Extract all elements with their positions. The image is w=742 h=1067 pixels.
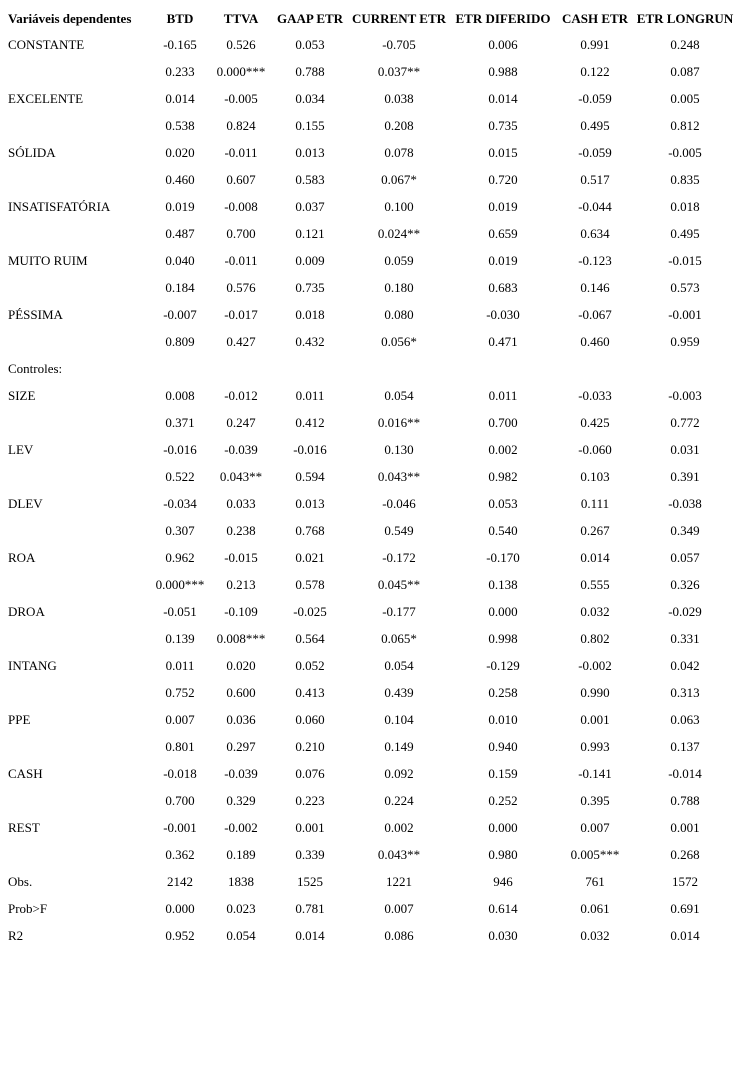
header-current-etr: CURRENT ETR [351,11,447,26]
cell-gaap-etr: 0.781 [295,901,325,916]
cell-etr-diferido: 0.019 [488,253,518,268]
cell-ttva: 0.189 [226,847,256,862]
cell-ttva: 0.247 [226,415,256,430]
cell-gaap-etr: 0.735 [295,280,325,295]
table-row [0,85,742,112]
cell-ttva: 0.213 [226,577,256,592]
table-row [0,31,742,58]
cell-etr-longrun: 0.959 [670,334,700,349]
cell-gaap-etr: -0.025 [293,604,327,619]
table-row [0,193,742,220]
cell-gaap-etr: 0.223 [295,793,325,808]
cell-ttva: 0.238 [226,523,256,538]
table-row [0,679,742,706]
cell-etr-diferido: 0.159 [488,766,518,781]
cell-etr-longrun: 0.248 [670,37,700,52]
cell-gaap-etr: 0.018 [295,307,325,322]
cell-gaap-etr: 0.578 [295,577,325,592]
cell-current-etr: 0.038 [384,91,414,106]
cell-cash-etr: 0.032 [580,928,610,943]
cell-etr-diferido: 0.015 [488,145,518,160]
cell-btd: 0.008 [165,388,195,403]
cell-btd: -0.034 [163,496,197,511]
header-cash-etr: CASH ETR [561,11,629,26]
cell-current-etr: 0.043** [377,847,421,862]
header-btd: BTD [166,11,194,26]
cell-btd: 0.460 [165,172,195,187]
cell-current-etr: 0.056* [381,334,417,349]
cell-btd: 0.020 [165,145,195,160]
cell-etr-longrun: 0.001 [670,820,700,835]
cell-gaap-etr: 0.210 [295,739,325,754]
cell-ttva: -0.109 [224,604,258,619]
cell-etr-diferido: -0.170 [486,550,520,565]
cell-etr-longrun: 0.018 [670,199,700,214]
cell-ttva: 0.033 [226,496,256,511]
cell-btd: 0.522 [165,469,195,484]
cell-etr-diferido: 0.720 [488,172,518,187]
cell-cash-etr: -0.067 [578,307,612,322]
header-etr-longrun: ETR LONGRUN [636,11,734,26]
cell-cash-etr: -0.059 [578,91,612,106]
cell-current-etr: 0.024** [377,226,421,241]
cell-btd: 0.700 [165,793,195,808]
cell-cash-etr: 0.991 [580,37,610,52]
cell-current-etr: 0.043** [377,469,421,484]
cell-current-etr: 0.092 [384,766,414,781]
cell-btd: 0.371 [165,415,195,430]
table-row [0,895,742,922]
cell-etr-diferido: 0.683 [488,280,518,295]
cell-current-etr: 0.104 [384,712,414,727]
cell-gaap-etr: 0.788 [295,64,325,79]
cell-cash-etr: 0.267 [580,523,610,538]
cell-current-etr: 0.130 [384,442,414,457]
cell-ttva: -0.012 [224,388,258,403]
cell-ttva: 0.054 [226,928,256,943]
cell-cash-etr: -0.044 [578,199,612,214]
table-row [0,760,742,787]
cell-gaap-etr: 1525 [297,874,323,889]
cell-cash-etr: 0.122 [580,64,610,79]
cell-ttva: -0.015 [224,550,258,565]
cell-ttva: -0.017 [224,307,258,322]
cell-cash-etr: 0.460 [580,334,610,349]
cell-cash-etr: 0.802 [580,631,610,646]
cell-etr-longrun: 0.137 [670,739,700,754]
cell-etr-longrun: 0.042 [670,658,700,673]
cell-btd: 0.362 [165,847,195,862]
cell-label: INSATISFATÓRIA [8,199,111,214]
cell-current-etr: 0.078 [384,145,414,160]
cell-ttva: -0.039 [224,766,258,781]
cell-gaap-etr: 0.037 [295,199,325,214]
cell-cash-etr: 0.517 [580,172,610,187]
cell-btd: -0.051 [163,604,197,619]
table-row [0,733,742,760]
header-label: Variáveis dependentes [8,11,132,26]
cell-gaap-etr: 0.432 [295,334,325,349]
cell-etr-diferido: 0.614 [488,901,518,916]
table-row [0,220,742,247]
cell-ttva: 0.526 [226,37,256,52]
cell-cash-etr: 761 [585,874,605,889]
cell-current-etr: 0.208 [384,118,414,133]
cell-etr-diferido: 0.000 [488,820,518,835]
cell-etr-longrun: 1572 [672,874,698,889]
cell-current-etr: 0.002 [384,820,414,835]
cell-etr-longrun: 0.772 [670,415,700,430]
cell-etr-diferido: 0.011 [488,388,518,403]
cell-gaap-etr: 0.053 [295,37,325,52]
cell-cash-etr: 0.425 [580,415,610,430]
cell-gaap-etr: 0.060 [295,712,325,727]
cell-etr-diferido: -0.129 [486,658,520,673]
cell-etr-longrun: 0.326 [670,577,700,592]
cell-etr-diferido: 0.540 [488,523,518,538]
cell-ttva: -0.005 [224,91,258,106]
cell-btd: 0.040 [165,253,195,268]
cell-current-etr: 0.045** [377,577,421,592]
cell-btd: 0.809 [165,334,195,349]
table-header-row [0,5,742,32]
cell-etr-diferido: 0.998 [488,631,518,646]
cell-cash-etr: -0.141 [578,766,612,781]
cell-label: SÓLIDA [8,145,56,160]
cell-cash-etr: 0.555 [580,577,610,592]
cell-label: ROA [8,550,36,565]
cell-etr-longrun: 0.005 [670,91,700,106]
table-row [0,166,742,193]
header-etr-diferido: ETR DIFERIDO [455,11,551,26]
cell-etr-diferido: -0.030 [486,307,520,322]
cell-etr-longrun: -0.014 [668,766,702,781]
table-row [0,301,742,328]
cell-etr-longrun: -0.029 [668,604,702,619]
cell-cash-etr: 0.007 [580,820,610,835]
cell-current-etr: 0.149 [384,739,414,754]
table-row [0,868,742,895]
table-row [0,382,742,409]
cell-etr-longrun: 0.331 [670,631,700,646]
cell-etr-diferido: 0.252 [488,793,518,808]
cell-cash-etr: 0.146 [580,280,610,295]
cell-gaap-etr: 0.034 [295,91,325,106]
cell-gaap-etr: 0.413 [295,685,325,700]
cell-cash-etr: 0.993 [580,739,610,754]
cell-etr-diferido: 0.138 [488,577,518,592]
cell-label: Prob>F [8,901,48,916]
cell-etr-diferido: 0.010 [488,712,518,727]
cell-etr-longrun: 0.087 [670,64,700,79]
cell-etr-diferido: 0.700 [488,415,518,430]
cell-current-etr: 1221 [386,874,412,889]
cell-ttva: -0.002 [224,820,258,835]
table-row [0,247,742,274]
cell-btd: 0.007 [165,712,195,727]
cell-cash-etr: -0.060 [578,442,612,457]
header-gaap-etr: GAAP ETR [276,11,344,26]
cell-etr-diferido: 0.980 [488,847,518,862]
cell-etr-longrun: 0.063 [670,712,700,727]
cell-etr-longrun: -0.038 [668,496,702,511]
cell-label: Controles: [8,361,63,376]
cell-etr-longrun: -0.005 [668,145,702,160]
cell-current-etr: 0.549 [384,523,414,538]
table-row [0,571,742,598]
cell-current-etr: -0.705 [382,37,416,52]
cell-btd: 0.952 [165,928,195,943]
cell-etr-diferido: 0.988 [488,64,518,79]
cell-cash-etr: -0.059 [578,145,612,160]
cell-etr-longrun: 0.031 [670,442,700,457]
cell-current-etr: 0.224 [384,793,414,808]
cell-etr-diferido: 0.940 [488,739,518,754]
cell-btd: 0.139 [165,631,195,646]
table-row [0,841,742,868]
table-row [0,328,742,355]
cell-btd: -0.007 [163,307,197,322]
cell-cash-etr: 0.005*** [570,847,620,862]
cell-gaap-etr: 0.339 [295,847,325,862]
cell-cash-etr: 0.103 [580,469,610,484]
cell-btd: 0.011 [165,658,195,673]
table-row [0,787,742,814]
cell-current-etr: 0.007 [384,901,414,916]
table-row [0,814,742,841]
cell-current-etr: 0.016** [377,415,421,430]
cell-etr-diferido: 0.982 [488,469,518,484]
cell-btd: 0.801 [165,739,195,754]
cell-ttva: -0.008 [224,199,258,214]
cell-etr-longrun: 0.788 [670,793,700,808]
cell-current-etr: 0.067* [381,172,417,187]
table-row [0,409,742,436]
cell-etr-diferido: 0.014 [488,91,518,106]
cell-gaap-etr: 0.155 [295,118,325,133]
cell-cash-etr: 0.001 [580,712,610,727]
cell-cash-etr: 0.990 [580,685,610,700]
table-row [0,517,742,544]
cell-gaap-etr: 0.001 [295,820,325,835]
cell-gaap-etr: 0.121 [295,226,325,241]
cell-btd: -0.001 [163,820,197,835]
cell-etr-diferido: 946 [493,874,513,889]
cell-ttva: 0.023 [226,901,256,916]
cell-label: CONSTANTE [8,37,85,52]
cell-label: DROA [8,604,45,619]
cell-btd: 0.019 [165,199,195,214]
cell-ttva: -0.011 [224,253,258,268]
cell-etr-diferido: 0.000 [488,604,518,619]
cell-label: PÉSSIMA [8,307,63,322]
cell-gaap-etr: 0.013 [295,145,325,160]
table-row [0,436,742,463]
cell-etr-diferido: 0.258 [488,685,518,700]
cell-ttva: 0.700 [226,226,256,241]
cell-current-etr: -0.046 [382,496,416,511]
cell-cash-etr: 0.634 [580,226,610,241]
cell-etr-longrun: 0.835 [670,172,700,187]
cell-gaap-etr: 0.009 [295,253,325,268]
cell-etr-longrun: 0.268 [670,847,700,862]
cell-ttva: 1838 [228,874,254,889]
cell-btd: 0.184 [165,280,195,295]
header-ttva: TTVA [223,11,259,26]
cell-label: DLEV [8,496,43,511]
cell-etr-longrun: 0.391 [670,469,700,484]
table-row [0,652,742,679]
cell-etr-longrun: 0.812 [670,118,700,133]
cell-etr-diferido: 0.030 [488,928,518,943]
cell-btd: -0.016 [163,442,197,457]
cell-etr-longrun: -0.001 [668,307,702,322]
cell-btd: 0.233 [165,64,195,79]
cell-btd: -0.018 [163,766,197,781]
cell-ttva: 0.020 [226,658,256,673]
table-row [0,112,742,139]
table-row [0,922,742,949]
cell-gaap-etr: 0.564 [295,631,325,646]
table-row [0,598,742,625]
table-row [0,355,742,382]
cell-ttva: 0.297 [226,739,256,754]
cell-label: LEV [8,442,34,457]
cell-label: R2 [8,928,24,943]
cell-gaap-etr: 0.076 [295,766,325,781]
cell-cash-etr: 0.061 [580,901,610,916]
cell-cash-etr: 0.495 [580,118,610,133]
table-row [0,490,742,517]
cell-ttva: 0.043** [219,469,263,484]
cell-gaap-etr: 0.052 [295,658,325,673]
cell-gaap-etr: 0.412 [295,415,325,430]
cell-etr-longrun: 0.057 [670,550,700,565]
table-row [0,706,742,733]
cell-etr-diferido: 0.735 [488,118,518,133]
cell-etr-longrun: -0.015 [668,253,702,268]
cell-ttva: 0.824 [226,118,256,133]
cell-etr-longrun: 0.349 [670,523,700,538]
table-row [0,139,742,166]
cell-ttva: -0.039 [224,442,258,457]
cell-cash-etr: -0.033 [578,388,612,403]
table-row [0,274,742,301]
cell-gaap-etr: 0.583 [295,172,325,187]
cell-btd: 0.014 [165,91,195,106]
cell-btd: 0.307 [165,523,195,538]
cell-etr-longrun: 0.313 [670,685,700,700]
cell-current-etr: 0.086 [384,928,414,943]
cell-label: SIZE [8,388,36,403]
cell-gaap-etr: 0.013 [295,496,325,511]
cell-etr-diferido: 0.006 [488,37,518,52]
cell-current-etr: 0.439 [384,685,414,700]
cell-gaap-etr: 0.021 [295,550,325,565]
cell-btd: 0.752 [165,685,195,700]
cell-ttva: 0.000*** [216,64,266,79]
cell-etr-longrun: 0.495 [670,226,700,241]
cell-etr-diferido: 0.019 [488,199,518,214]
cell-etr-longrun: 0.014 [670,928,700,943]
cell-current-etr: 0.054 [384,388,414,403]
cell-btd: -0.165 [163,37,197,52]
cell-etr-diferido: 0.471 [488,334,518,349]
cell-etr-longrun: 0.573 [670,280,700,295]
cell-ttva: 0.576 [226,280,256,295]
cell-current-etr: 0.054 [384,658,414,673]
cell-label: REST [8,820,40,835]
cell-etr-longrun: -0.003 [668,388,702,403]
cell-btd: 0.000*** [155,577,205,592]
cell-btd: 2142 [167,874,193,889]
cell-current-etr: 0.037** [377,64,421,79]
cell-ttva: 0.329 [226,793,256,808]
cell-cash-etr: 0.014 [580,550,610,565]
cell-cash-etr: 0.032 [580,604,610,619]
cell-label: CASH [8,766,43,781]
cell-current-etr: 0.059 [384,253,414,268]
cell-ttva: 0.607 [226,172,256,187]
cell-btd: 0.962 [165,550,195,565]
cell-etr-longrun: 0.691 [670,901,700,916]
cell-gaap-etr: 0.594 [295,469,325,484]
cell-btd: 0.487 [165,226,195,241]
cell-gaap-etr: 0.768 [295,523,325,538]
cell-label: EXCELENTE [8,91,84,106]
cell-cash-etr: 0.111 [580,496,610,511]
cell-ttva: 0.036 [226,712,256,727]
cell-ttva: 0.008*** [216,631,266,646]
cell-gaap-etr: -0.016 [293,442,327,457]
cell-cash-etr: -0.002 [578,658,612,673]
cell-etr-diferido: 0.002 [488,442,518,457]
cell-btd: 0.000 [165,901,195,916]
cell-current-etr: 0.080 [384,307,414,322]
cell-gaap-etr: 0.011 [295,388,325,403]
cell-current-etr: 0.065* [381,631,417,646]
cell-current-etr: -0.177 [382,604,416,619]
table-row [0,625,742,652]
cell-ttva: 0.427 [226,334,256,349]
cell-label: PPE [8,712,31,727]
cell-current-etr: 0.180 [384,280,414,295]
cell-etr-diferido: 0.053 [488,496,518,511]
cell-cash-etr: -0.123 [578,253,612,268]
cell-label: INTANG [8,658,57,673]
cell-current-etr: -0.172 [382,550,416,565]
cell-btd: 0.538 [165,118,195,133]
cell-ttva: -0.011 [224,145,258,160]
cell-label: MUITO RUIM [8,253,88,268]
cell-ttva: 0.600 [226,685,256,700]
cell-etr-diferido: 0.659 [488,226,518,241]
cell-gaap-etr: 0.014 [295,928,325,943]
cell-cash-etr: 0.395 [580,793,610,808]
table-row [0,544,742,571]
table-row [0,58,742,85]
table-row [0,463,742,490]
cell-label: Obs. [8,874,33,889]
cell-current-etr: 0.100 [384,199,414,214]
